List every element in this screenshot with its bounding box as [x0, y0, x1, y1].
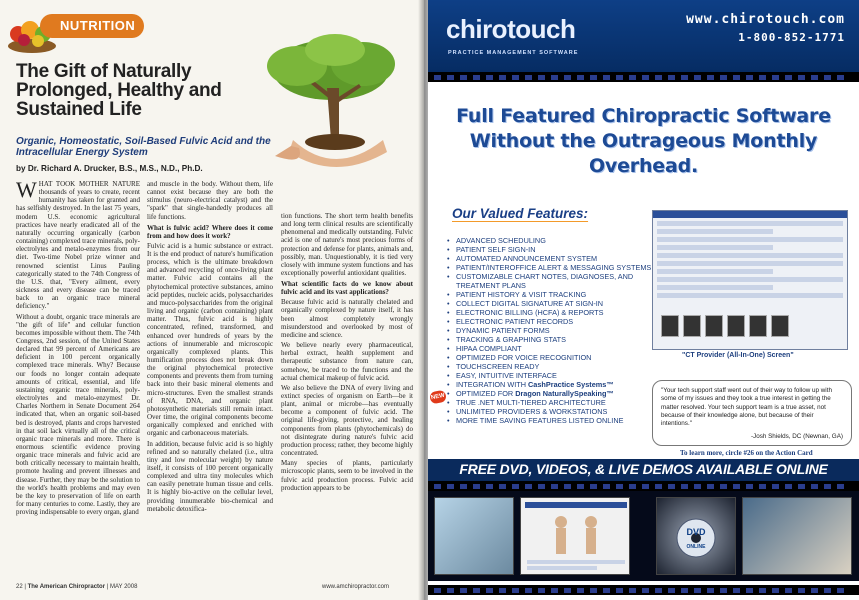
dvd-label: DVD	[686, 527, 706, 537]
feature-item: • COLLECT DIGITAL SIGNATURE AT SIGN-IN	[446, 299, 666, 308]
doctor-xray-photo	[742, 497, 852, 575]
demo-banner	[428, 459, 859, 481]
reader-service-note: To learn more, circle #26 on the Action Card	[680, 449, 813, 457]
article-paragraph: Many species of plants, particularly microscopic plants, seem to be involved in the fulvic acid production process. Fulvic acid production appears to be	[281, 459, 413, 492]
brand-tagline: PRACTICE MANAGEMENT SOFTWARE	[448, 50, 579, 56]
article-subheadline: Organic, Homeostatic, Soil-Based Fulvic Acid and the Intracellular Energy System	[16, 136, 271, 158]
feature-text: INTEGRATION WITH	[456, 380, 526, 389]
advertisement-page	[428, 0, 859, 600]
feature-item: • DYNAMIC PATIENT FORMS	[446, 326, 666, 335]
feature-brand: Dragon NaturallySpeaking™	[515, 389, 614, 398]
body-chart-icon	[521, 498, 630, 575]
page-folio: 22 | The American Chiropractor | MAY 2008	[16, 584, 138, 590]
testimonial-quote: "Your tech support staff went out of their way to follow up with some of my issues and they took a true interest in getting the matter resolved. Your tech support team is a true asset, not because of their knowledge alone, but because of their intentions."	[661, 387, 832, 428]
dvd-icon	[676, 518, 716, 558]
article-paragraph	[16, 180, 140, 311]
ad-headline: Full Featured Chiropractic Software Without the Outrageous Monthly Overhead.	[456, 105, 831, 177]
feature-item: • CUSTOMIZABLE CHART NOTES, DIAGNOSES, AND TREATMENT PLANS	[446, 272, 666, 290]
magazine-url: www.amchiropractor.com	[322, 584, 390, 590]
feature-text: OPTIMIZED FOR	[456, 389, 514, 398]
photo-strip	[428, 491, 859, 581]
ad-header	[428, 0, 859, 72]
article-subheading: What scientific facts do we know about fulvic acid and its vast applications?	[281, 280, 413, 297]
feature-item: • PATIENT/INTEROFFICE ALERT & MESSAGING SYSTEMS	[446, 263, 666, 272]
article-paragraph: tion functions. The short term health benefits and long term clinical results are scientifically phenomenal and medically outstanding. Fulvic acid is one of nature's most precious forms of protection and defense for plants, animals and, possibly, man. Unquestionably, it is tied very closely with immune system functions and has exceptionally powerful antioxidant qualities.	[281, 212, 413, 278]
section-tab	[40, 14, 144, 38]
film-strip-divider	[428, 72, 859, 82]
ad-phone: 1-800-852-1771	[738, 31, 845, 44]
screenshot-caption: "CT Provider (All-In-One) Screen"	[682, 352, 794, 359]
feature-brand: CashPractice Systems™	[528, 380, 614, 389]
testimonial-box	[652, 380, 852, 446]
demo-banner-text: FREE DVD, VIDEOS, & LIVE DEMOS AVAILABLE ONLINE	[459, 461, 828, 477]
page-number: 22	[16, 584, 23, 590]
article-paragraph: In addition, because fulvic acid is so highly refined and so naturally chelated (i.e., ultra tiny and low molecular weight) by nature itself, it consists of 100 percent organically complexed and ultra tiny molecules which can easily penetrate human tissue and cells. It is highly bio-active on the cellular level, providing innumerable bio-chemical and metabolic detoxifica-	[147, 439, 273, 513]
article-subheading: What is fulvic acid? Where does it come from and how does it work?	[147, 223, 273, 240]
brand-logo: chirotouch	[446, 14, 576, 44]
feature-item: • TRACKING & GRAPHING STATS	[446, 335, 666, 344]
feature-item: • AUTOMATED ANNOUNCEMENT SYSTEM	[446, 254, 666, 263]
drop-cap: W	[16, 180, 37, 202]
article-paragraph: Because fulvic acid is naturally chelated and organically complexed by nature itself, it has been almost completely wrongly misunderstood and overlooked by most of medicine and science.	[281, 298, 413, 339]
article-paragraph: and muscle in the body. Without them, life cannot exist because they are both the stimulus (neuro-electrical catalyst) and the "spark" that single-handedly produces all life functions.	[147, 180, 273, 221]
article-column-1	[16, 180, 140, 583]
feature-item: • TRUE .NET MULTI-TIERED ARCHITECTURE	[446, 398, 666, 407]
feature-item-cashpractice	[446, 380, 666, 389]
article-page	[0, 0, 424, 600]
article-column-2	[147, 180, 273, 583]
feature-item: • PATIENT HISTORY & VISIT TRACKING	[446, 290, 666, 299]
software-screenshot	[652, 210, 848, 350]
feature-item: • UNLIMITED PROVIDERS & WORKSTATIONS	[446, 407, 666, 416]
feature-item: • PATIENT SELF SIGN-IN	[446, 245, 666, 254]
article-paragraph: We also believe the DNA of every living and extinct species of organism on Earth—be it plant, animal or microbe—has eventually become a component of fulvic acid. The original life-giving, protective, and healing components from plants (phytochemicals) do not disintegrate during nature's fulvic acid production process; rather, they become highly concentrated.	[281, 383, 413, 458]
testimonial-author: -Josh Shields, DC (Newnan, GA)	[750, 432, 843, 440]
article-column-3	[281, 212, 413, 583]
feature-item: • TOUCHSCREEN READY	[446, 362, 666, 371]
article-paragraph: We believe nearly every pharmaceutical, herbal extract, health supplement and therapeutic substance from nature can, somehow, be traced to the functions and the actual chemical makeup of fulvic acid.	[281, 341, 413, 382]
issue-date: MAY 2008	[109, 584, 138, 590]
magazine-name: The American Chiropractor	[27, 584, 106, 590]
new-badge: NEW	[429, 389, 447, 404]
film-strip-divider	[428, 585, 859, 595]
feature-item: • MORE TIME SAVING FEATURES LISTED ONLINE	[446, 416, 666, 425]
ad-website: www.chirotouch.com	[686, 12, 845, 27]
paragraph-text: HAT TOOK MOTHER NATURE thousands of years to create, recent humanity has taken for granted and has selfishly destroyed. In the last 75 years, modern U.S. economic agricultural practices have nearly eradicated all of the naturally occurring organically (carbon containing) complexed trace minerals, poly-electrolytes and metalo-enzymes from our diet. Two-time Nobel prize winner and renowned scientist Linus Pauling categorically stated to the 74th Congress of the U.S. that, "Every ailment, every sickness and every disease can be traced back to an organic trace mineral deficiency."	[16, 180, 140, 311]
dvd-sublabel: ONLINE	[686, 544, 706, 550]
feature-item: • HIPAA COMPLIANT	[446, 344, 666, 353]
chart-screenshot-photo	[520, 497, 630, 575]
article-headline: The Gift of Naturally Prolonged, Healthy and Sustained Life	[16, 61, 222, 120]
section-label: NUTRITION	[60, 18, 136, 33]
feature-item: • ELECTRONIC PATIENT RECORDS	[446, 317, 666, 326]
feature-item-dragon	[446, 389, 666, 398]
feature-item: • ADVANCED SCHEDULING	[446, 236, 666, 245]
article-paragraph: Without a doubt, organic trace minerals are "the gift of life" and cellular function becomes impossible without them. The 74th Congress, 2nd session, of the United States declared that 99 percent of Americans are deficient in 100 percent organically complexed trace minerals. Why? Because our foods no longer contain adequate amounts of critical, essential, and life sustaining organic trace minerals, poly-electrolytes and metalo-enzymes! Dr. Charles Northern in Senate Document 264 indicated that, when an organic soil-based bed is destroyed, plants and crops harvested in that soil lack virtually all of the critical organic trace minerals and more. There is enormous scientific evidence proving organic trace minerals and fulvic acid are both critically necessary to maintain health, promote healing and prevent illnesses and disease. Further, they may be the solution to the world's health problems and may even be the key to preservation of life on earth for many centuries to come. Lastly, they are proving indispensable to every organ, gland	[16, 312, 140, 517]
feature-item: • EASY, INTUITIVE INTERFACE	[446, 371, 666, 380]
feature-item: • OPTIMIZED FOR VOICE RECOGNITION	[446, 353, 666, 362]
features-title: Our Valued Features:	[452, 206, 589, 221]
feature-item: • ELECTRONIC BILLING (HCFA) & REPORTS	[446, 308, 666, 317]
office-photo	[434, 497, 514, 575]
film-strip-divider	[428, 481, 859, 491]
article-byline: by Dr. Richard A. Drucker, B.S., M.S., N.D., Ph.D.	[16, 164, 203, 173]
features-list	[446, 236, 666, 425]
article-paragraph: Fulvic acid is a humic substance or extract. It is the end product of nature's humification process, which is the ultimate breakdown and advanced recycling of once-living plant matter. Fulvic acid contains all the phytochemical protective substances, amino acid peptides, nucleic acids, polysaccharides and muco-polysaccharides from the original living and organic (carbon containing) plant matter. Thus, fulvic acid is highly concentrated, refined, transformed, and enhanced over hundreds of years by the actions of innumerable and microscopic organically complexed plants. This humification process does not break down the original phytochemical protective components and prevents them from turning back into their basic mineral elements and micro-structures. Even the smallest strands of RNA, DNA, and organic plant photosynthetic materials still remain intact. Over time, the original components become organically complexed and enriched with organic and carbonaceous materials.	[147, 241, 273, 438]
